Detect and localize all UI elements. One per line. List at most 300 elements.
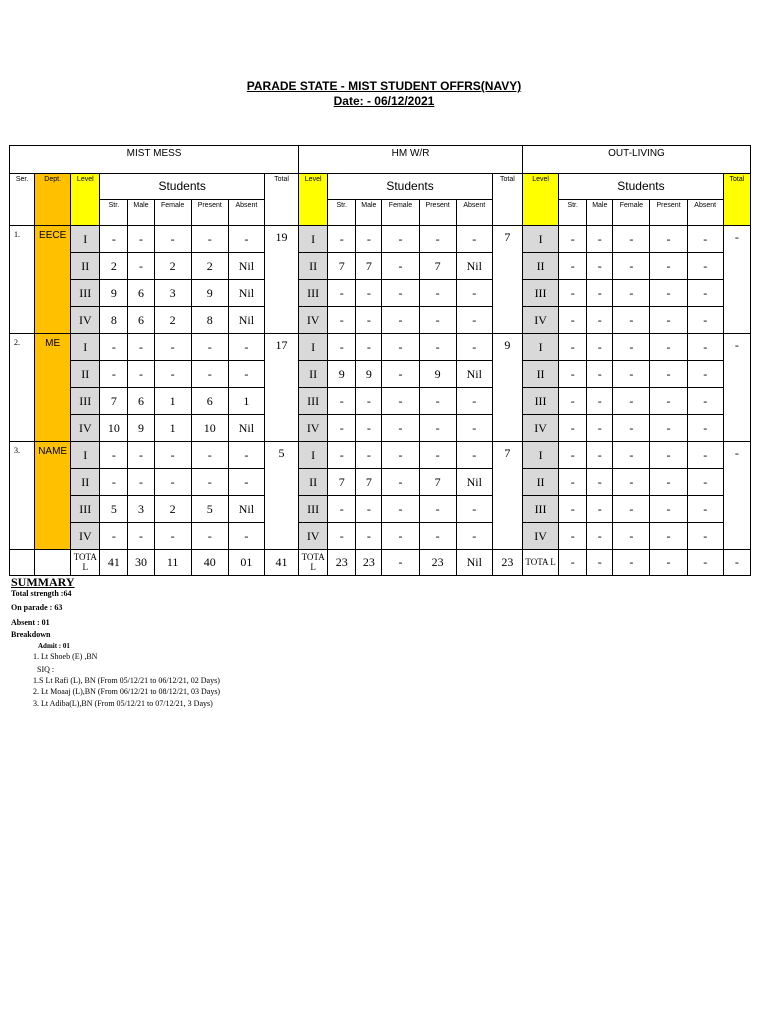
grand-total-cell: 23 — [492, 550, 522, 576]
male-cell: 7 — [356, 469, 382, 496]
total-female-cell: - — [613, 550, 650, 576]
female-cell: 3 — [154, 280, 191, 307]
absent-cell: - — [228, 334, 264, 361]
male-cell: - — [356, 388, 382, 415]
siq-item: 1.S Lt Rafi (L), BN (From 05/12/21 to 06/12/21, 02 Days) — [33, 676, 220, 685]
male-cell: - — [128, 226, 154, 253]
male-cell: - — [356, 280, 382, 307]
level-cell: II — [299, 253, 328, 280]
male-cell: - — [128, 442, 154, 469]
str-cell: - — [100, 361, 128, 388]
str-cell: - — [559, 307, 587, 334]
present-cell: - — [191, 361, 228, 388]
str-cell: - — [100, 523, 128, 550]
male-cell: - — [356, 334, 382, 361]
level-cell: I — [71, 442, 100, 469]
str-cell: - — [559, 334, 587, 361]
level-cell: III — [299, 388, 328, 415]
str-cell: - — [559, 388, 587, 415]
total-male-cell: 23 — [356, 550, 382, 576]
table-row — [10, 253, 751, 280]
total-row — [10, 550, 751, 576]
level-cell: IV — [299, 415, 328, 442]
present-cell: - — [650, 496, 687, 523]
absent-cell: Nil — [228, 415, 264, 442]
total-str-cell: 41 — [100, 550, 128, 576]
level-cell: II — [523, 469, 559, 496]
absent-cell: Nil — [228, 496, 264, 523]
total-female-cell: 11 — [154, 550, 191, 576]
absent-cell: - — [687, 226, 723, 253]
on-parade: On parade : 63 — [11, 603, 63, 612]
present-cell: - — [650, 253, 687, 280]
male-cell: - — [587, 469, 613, 496]
female-cell: - — [154, 523, 191, 550]
level-cell: II — [71, 469, 100, 496]
present-cell: - — [650, 226, 687, 253]
level-cell: IV — [71, 523, 100, 550]
str-cell: - — [559, 361, 587, 388]
absent-cell: - — [228, 469, 264, 496]
present-cell: 9 — [191, 280, 228, 307]
level-header: Level — [71, 174, 100, 226]
level-header: Level — [299, 174, 328, 226]
total-label: TOTA L — [71, 550, 100, 576]
male-cell: - — [356, 415, 382, 442]
male-cell: - — [128, 253, 154, 280]
absent-cell: - — [687, 415, 723, 442]
female-cell: 1 — [154, 415, 191, 442]
present-cell: - — [191, 469, 228, 496]
present-cell: - — [650, 307, 687, 334]
male-cell: 6 — [128, 280, 154, 307]
document-title: PARADE STATE - MIST STUDENT OFFRS(NAVY) — [246, 79, 522, 93]
present-cell: 6 — [191, 388, 228, 415]
absent-cell: - — [687, 334, 723, 361]
table-row — [10, 334, 751, 361]
absent-cell: Nil — [228, 280, 264, 307]
present-cell: - — [419, 496, 456, 523]
present-cell: - — [650, 280, 687, 307]
female-cell: 2 — [154, 253, 191, 280]
document-date: Date: - 06/12/2021 — [333, 94, 435, 108]
dept-cell: NAME — [35, 442, 71, 550]
level-cell: III — [523, 496, 559, 523]
total-present-cell: - — [650, 550, 687, 576]
female-cell: - — [613, 253, 650, 280]
str-cell: 9 — [328, 361, 356, 388]
male-cell: 3 — [128, 496, 154, 523]
male-header: Male — [587, 200, 613, 226]
level-cell: II — [71, 253, 100, 280]
str-cell: - — [559, 415, 587, 442]
female-header: Female — [382, 200, 419, 226]
level-cell: II — [299, 469, 328, 496]
present-cell: 8 — [191, 307, 228, 334]
female-cell: - — [613, 442, 650, 469]
male-cell: - — [356, 523, 382, 550]
present-cell: - — [191, 334, 228, 361]
ser-cell: 2. — [10, 334, 35, 442]
female-header: Female — [613, 200, 650, 226]
female-cell: - — [154, 226, 191, 253]
absent-cell: - — [456, 442, 492, 469]
str-cell: - — [328, 442, 356, 469]
absent-cell: - — [228, 226, 264, 253]
str-cell: - — [100, 226, 128, 253]
male-cell: - — [587, 307, 613, 334]
female-cell: - — [613, 307, 650, 334]
male-cell: 9 — [356, 361, 382, 388]
male-cell: - — [587, 415, 613, 442]
present-cell: 10 — [191, 415, 228, 442]
total-cell: 7 — [492, 442, 522, 550]
present-cell: - — [419, 442, 456, 469]
str-cell: 2 — [100, 253, 128, 280]
male-cell: - — [587, 361, 613, 388]
female-cell: - — [382, 415, 419, 442]
str-cell: - — [328, 523, 356, 550]
present-cell: 2 — [191, 253, 228, 280]
level-cell: IV — [71, 415, 100, 442]
level-cell: III — [299, 496, 328, 523]
level-header: Level — [523, 174, 559, 226]
absent-cell: - — [456, 280, 492, 307]
str-cell: 9 — [100, 280, 128, 307]
str-header: Str. — [559, 200, 587, 226]
female-cell: - — [382, 307, 419, 334]
female-header: Female — [154, 200, 191, 226]
total-cell: 19 — [264, 226, 298, 334]
male-cell: - — [128, 334, 154, 361]
str-cell: - — [328, 280, 356, 307]
level-cell: III — [71, 388, 100, 415]
str-cell: - — [100, 334, 128, 361]
ser-cell: 3. — [10, 442, 35, 550]
absent-header: Absent — [228, 200, 264, 226]
present-cell: - — [419, 334, 456, 361]
total-str-cell: - — [559, 550, 587, 576]
str-cell: 8 — [100, 307, 128, 334]
level-cell: I — [523, 442, 559, 469]
str-cell: - — [328, 307, 356, 334]
table-row — [10, 469, 751, 496]
total-cell: - — [723, 442, 750, 550]
female-cell: - — [382, 253, 419, 280]
male-cell: - — [587, 523, 613, 550]
grand-total-cell: 41 — [264, 550, 298, 576]
level-cell: II — [71, 361, 100, 388]
summary-title: SUMMARY — [11, 575, 75, 589]
male-header: Male — [128, 200, 154, 226]
present-cell: - — [419, 388, 456, 415]
female-cell: - — [382, 361, 419, 388]
female-cell: - — [613, 361, 650, 388]
absent-cell: - — [228, 361, 264, 388]
male-cell: - — [587, 388, 613, 415]
present-cell: - — [650, 523, 687, 550]
male-cell: - — [128, 361, 154, 388]
level-cell: I — [299, 442, 328, 469]
str-cell: - — [559, 496, 587, 523]
level-cell: IV — [71, 307, 100, 334]
female-cell: - — [613, 226, 650, 253]
absent-cell: 1 — [228, 388, 264, 415]
present-cell: - — [419, 523, 456, 550]
present-cell: - — [419, 280, 456, 307]
str-cell: - — [559, 442, 587, 469]
level-cell: IV — [299, 523, 328, 550]
level-cell: III — [71, 280, 100, 307]
absent-cell: - — [456, 496, 492, 523]
table-row — [10, 307, 751, 334]
male-cell: - — [587, 253, 613, 280]
total-present-cell: 40 — [191, 550, 228, 576]
absent-cell: - — [456, 334, 492, 361]
total-absent-cell: - — [687, 550, 723, 576]
absent-cell: Nil — [228, 253, 264, 280]
table-row — [10, 361, 751, 388]
absent-cell: - — [456, 388, 492, 415]
table-row — [10, 523, 751, 550]
absent-header: Absent — [687, 200, 723, 226]
absent-cell: - — [456, 226, 492, 253]
female-cell: - — [382, 388, 419, 415]
total-strength: Total strength :64 — [11, 589, 72, 598]
siq-label: SIQ : — [37, 665, 55, 674]
present-cell: - — [650, 469, 687, 496]
str-cell: - — [328, 334, 356, 361]
level-cell: III — [299, 280, 328, 307]
section-header-out-living: OUT-LIVING — [523, 146, 751, 174]
str-cell: 7 — [328, 469, 356, 496]
absent-cell: - — [687, 523, 723, 550]
str-cell: - — [100, 442, 128, 469]
str-cell: 10 — [100, 415, 128, 442]
level-cell: IV — [523, 523, 559, 550]
female-cell: - — [382, 280, 419, 307]
female-cell: - — [154, 469, 191, 496]
str-cell: - — [559, 226, 587, 253]
level-cell: IV — [523, 415, 559, 442]
male-cell: - — [128, 469, 154, 496]
male-cell: 6 — [128, 388, 154, 415]
absent-cell: - — [687, 496, 723, 523]
present-cell: 7 — [419, 253, 456, 280]
present-cell: - — [650, 361, 687, 388]
absent-header: Absent — [456, 200, 492, 226]
present-cell: - — [650, 415, 687, 442]
absent-cell: - — [687, 361, 723, 388]
female-cell: 1 — [154, 388, 191, 415]
total-ser-blank — [10, 550, 35, 576]
present-cell: 9 — [419, 361, 456, 388]
str-header: Str. — [328, 200, 356, 226]
total-cell: 17 — [264, 334, 298, 442]
absent-cell: - — [687, 307, 723, 334]
female-cell: - — [613, 496, 650, 523]
male-cell: - — [587, 280, 613, 307]
table-row — [10, 226, 751, 253]
male-cell: - — [587, 226, 613, 253]
present-cell: 7 — [419, 469, 456, 496]
present-cell: - — [191, 442, 228, 469]
present-cell: - — [650, 388, 687, 415]
female-cell: - — [154, 442, 191, 469]
female-cell: - — [382, 469, 419, 496]
level-cell: I — [71, 226, 100, 253]
level-cell: II — [523, 253, 559, 280]
male-cell: - — [587, 334, 613, 361]
female-cell: - — [613, 334, 650, 361]
present-cell: - — [191, 226, 228, 253]
summary-section — [11, 575, 221, 708]
str-cell: 7 — [100, 388, 128, 415]
male-cell: - — [128, 523, 154, 550]
total-str-cell: 23 — [328, 550, 356, 576]
level-cell: III — [71, 496, 100, 523]
female-cell: - — [613, 280, 650, 307]
str-cell: - — [328, 226, 356, 253]
total-cell: - — [723, 226, 750, 334]
admit-label: Admit : 01 — [38, 642, 70, 650]
total-cell: 5 — [264, 442, 298, 550]
male-cell: - — [356, 226, 382, 253]
grand-total-cell: - — [723, 550, 750, 576]
str-cell: - — [328, 415, 356, 442]
total-male-cell: 30 — [128, 550, 154, 576]
level-cell: IV — [299, 307, 328, 334]
absent-cell: - — [687, 442, 723, 469]
absent-count: Absent : 01 — [11, 618, 50, 627]
str-cell: - — [328, 388, 356, 415]
absent-cell: - — [228, 523, 264, 550]
absent-cell: - — [456, 415, 492, 442]
absent-cell: - — [456, 307, 492, 334]
present-cell: - — [419, 307, 456, 334]
female-cell: - — [613, 415, 650, 442]
section-header-hm-wr: HM W/R — [299, 146, 523, 174]
admit-item: 1. Lt Shoeb (E) ,BN — [33, 652, 98, 661]
present-header: Present — [191, 200, 228, 226]
absent-cell: - — [687, 469, 723, 496]
male-cell: 6 — [128, 307, 154, 334]
male-cell: - — [587, 496, 613, 523]
str-cell: 7 — [328, 253, 356, 280]
present-cell: 5 — [191, 496, 228, 523]
female-cell: 2 — [154, 496, 191, 523]
total-label: TOTA L — [299, 550, 328, 576]
female-cell: - — [382, 496, 419, 523]
absent-cell: Nil — [456, 361, 492, 388]
total-label: TOTA L — [523, 550, 559, 576]
table-row — [10, 442, 751, 469]
level-cell: I — [523, 226, 559, 253]
students-header: Students — [328, 174, 493, 200]
female-cell: - — [382, 523, 419, 550]
level-cell: II — [523, 361, 559, 388]
str-cell: - — [328, 496, 356, 523]
absent-cell: - — [687, 253, 723, 280]
level-cell: I — [299, 226, 328, 253]
students-header: Students — [559, 174, 724, 200]
male-header: Male — [356, 200, 382, 226]
str-cell: - — [559, 523, 587, 550]
present-header: Present — [419, 200, 456, 226]
level-cell: II — [299, 361, 328, 388]
present-cell: - — [650, 334, 687, 361]
total-dept-blank — [35, 550, 71, 576]
dept-cell: EECE — [35, 226, 71, 334]
present-cell: - — [191, 523, 228, 550]
table-row — [10, 496, 751, 523]
male-cell: - — [587, 442, 613, 469]
absent-cell: - — [687, 280, 723, 307]
female-cell: - — [613, 523, 650, 550]
str-cell: - — [559, 253, 587, 280]
total-cell: - — [723, 334, 750, 442]
table-row — [10, 388, 751, 415]
siq-item: 3. Lt Adiba(L),BN (From 05/12/21 to 07/12/21, 3 Days) — [33, 699, 213, 708]
absent-cell: Nil — [456, 253, 492, 280]
female-cell: 2 — [154, 307, 191, 334]
level-cell: I — [523, 334, 559, 361]
level-cell: III — [523, 388, 559, 415]
str-header: Str. — [100, 200, 128, 226]
str-cell: - — [100, 469, 128, 496]
male-cell: 9 — [128, 415, 154, 442]
total-female-cell: - — [382, 550, 419, 576]
total-cell: 9 — [492, 334, 522, 442]
total-male-cell: - — [587, 550, 613, 576]
absent-cell: - — [687, 388, 723, 415]
female-cell: - — [382, 226, 419, 253]
present-header: Present — [650, 200, 687, 226]
table-row — [10, 280, 751, 307]
female-cell: - — [613, 388, 650, 415]
str-cell: - — [559, 469, 587, 496]
str-cell: 5 — [100, 496, 128, 523]
absent-cell: Nil — [456, 469, 492, 496]
male-cell: 7 — [356, 253, 382, 280]
level-cell: I — [299, 334, 328, 361]
male-cell: - — [356, 496, 382, 523]
parade-state-table — [9, 145, 751, 576]
students-header: Students — [100, 174, 265, 200]
total-absent-cell: 01 — [228, 550, 264, 576]
female-cell: - — [154, 361, 191, 388]
level-cell: IV — [523, 307, 559, 334]
siq-item: 2. Lt Moaaj (L),BN (From 06/12/21 to 08/12/21, 03 Days) — [33, 687, 221, 696]
female-cell: - — [154, 334, 191, 361]
level-cell: III — [523, 280, 559, 307]
section-header-mist-mess: MIST MESS — [10, 146, 299, 174]
total-header: Total — [492, 174, 522, 226]
breakdown-label: Breakdown — [11, 630, 51, 639]
present-cell: - — [419, 226, 456, 253]
ser-cell: 1. — [10, 226, 35, 334]
present-cell: - — [419, 415, 456, 442]
ser-header: Ser. — [10, 174, 35, 226]
total-cell: 7 — [492, 226, 522, 334]
absent-cell: - — [456, 523, 492, 550]
str-cell: - — [559, 280, 587, 307]
female-cell: - — [613, 469, 650, 496]
total-header: Total — [264, 174, 298, 226]
male-cell: - — [356, 442, 382, 469]
dept-cell: ME — [35, 334, 71, 442]
absent-cell: - — [228, 442, 264, 469]
